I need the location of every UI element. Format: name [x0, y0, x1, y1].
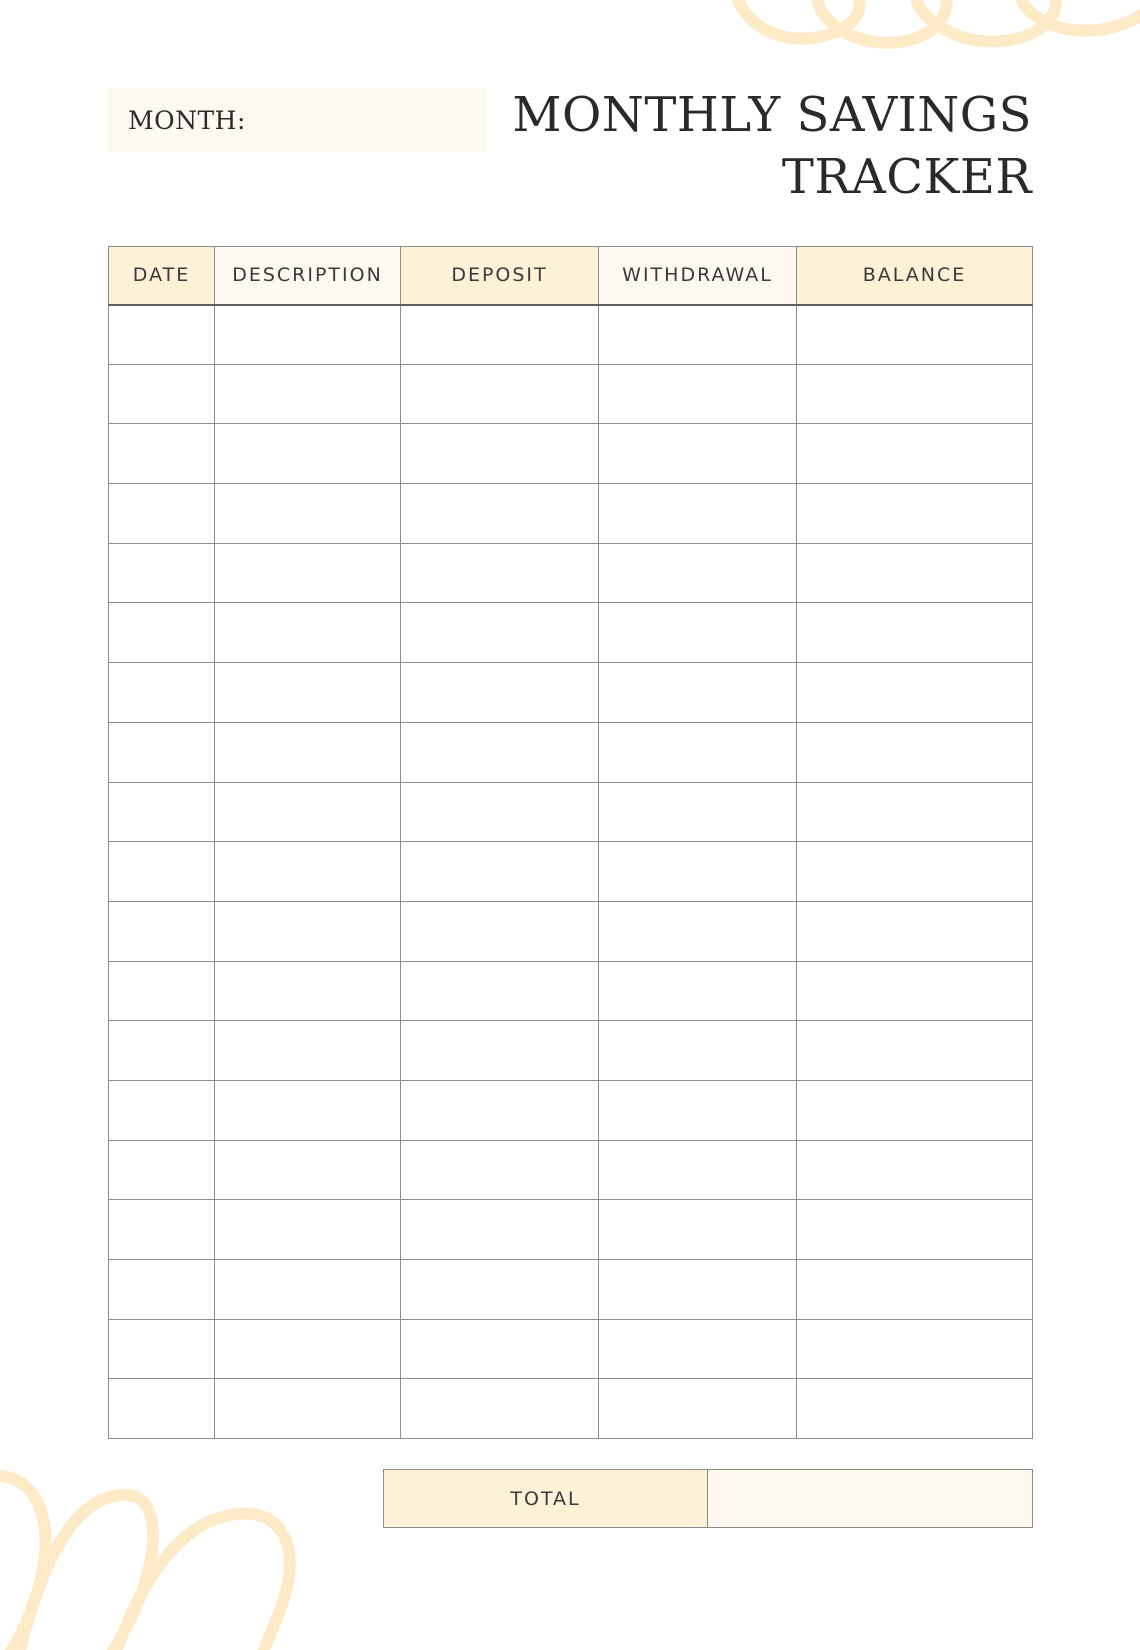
- cell-withdrawal[interactable]: [599, 722, 797, 782]
- cell-deposit[interactable]: [401, 1260, 599, 1320]
- cell-date[interactable]: [109, 543, 215, 603]
- cell-withdrawal[interactable]: [599, 842, 797, 902]
- cell-deposit[interactable]: [401, 1379, 599, 1439]
- table-row: [109, 663, 1033, 723]
- cell-withdrawal[interactable]: [599, 1080, 797, 1140]
- cell-deposit[interactable]: [401, 364, 599, 424]
- cell-deposit[interactable]: [401, 1200, 599, 1260]
- cell-deposit[interactable]: [401, 603, 599, 663]
- cell-withdrawal[interactable]: [599, 663, 797, 723]
- title-line-1: MONTHLY SAVINGS: [512, 87, 1032, 143]
- cell-balance[interactable]: [797, 782, 1033, 842]
- table-row: [109, 1260, 1033, 1320]
- table-row: [109, 901, 1033, 961]
- cell-deposit[interactable]: [401, 1021, 599, 1081]
- cell-withdrawal[interactable]: [599, 1021, 797, 1081]
- cell-date[interactable]: [109, 364, 215, 424]
- cell-description[interactable]: [215, 1080, 401, 1140]
- cell-description[interactable]: [215, 543, 401, 603]
- cell-balance[interactable]: [797, 901, 1033, 961]
- column-header-date: DATE: [109, 247, 215, 305]
- cell-withdrawal[interactable]: [599, 305, 797, 365]
- cell-balance[interactable]: [797, 424, 1033, 484]
- table-row: [109, 1319, 1033, 1379]
- cell-balance[interactable]: [797, 1260, 1033, 1320]
- cell-withdrawal[interactable]: [599, 424, 797, 484]
- cell-balance[interactable]: [797, 1200, 1033, 1260]
- cell-description[interactable]: [215, 663, 401, 723]
- total-value-cell[interactable]: [708, 1470, 1033, 1528]
- cell-balance[interactable]: [797, 663, 1033, 723]
- cell-balance[interactable]: [797, 1021, 1033, 1081]
- cell-date[interactable]: [109, 1200, 215, 1260]
- cell-balance[interactable]: [797, 961, 1033, 1021]
- table-row: [109, 1021, 1033, 1081]
- total-label: TOTAL: [384, 1470, 708, 1528]
- cell-deposit[interactable]: [401, 663, 599, 723]
- cell-withdrawal[interactable]: [599, 543, 797, 603]
- cell-description[interactable]: [215, 722, 401, 782]
- cell-description[interactable]: [215, 1140, 401, 1200]
- table-row: [109, 722, 1033, 782]
- decorative-scribble-top: [730, 0, 1140, 60]
- cell-date[interactable]: [109, 782, 215, 842]
- cell-withdrawal[interactable]: [599, 782, 797, 842]
- column-header-balance: BALANCE: [797, 247, 1033, 305]
- cell-balance[interactable]: [797, 1140, 1033, 1200]
- cell-withdrawal[interactable]: [599, 1379, 797, 1439]
- table-row: [109, 424, 1033, 484]
- table-row: [109, 305, 1033, 365]
- cell-date[interactable]: [109, 484, 215, 544]
- cell-balance[interactable]: [797, 603, 1033, 663]
- cell-date[interactable]: [109, 1319, 215, 1379]
- savings-table: [108, 246, 1033, 1439]
- cell-deposit[interactable]: [401, 782, 599, 842]
- total-row: [383, 1469, 1033, 1528]
- cell-date[interactable]: [109, 901, 215, 961]
- cell-description[interactable]: [215, 424, 401, 484]
- cell-description[interactable]: [215, 961, 401, 1021]
- cell-balance[interactable]: [797, 484, 1033, 544]
- table-row: [109, 782, 1033, 842]
- cell-withdrawal[interactable]: [599, 1140, 797, 1200]
- cell-withdrawal[interactable]: [599, 364, 797, 424]
- cell-withdrawal[interactable]: [599, 961, 797, 1021]
- cell-description[interactable]: [215, 603, 401, 663]
- cell-date[interactable]: [109, 1260, 215, 1320]
- cell-balance[interactable]: [797, 842, 1033, 902]
- cell-deposit[interactable]: [401, 842, 599, 902]
- cell-description[interactable]: [215, 1200, 401, 1260]
- cell-balance[interactable]: [797, 722, 1033, 782]
- cell-date[interactable]: [109, 1140, 215, 1200]
- cell-date[interactable]: [109, 961, 215, 1021]
- column-header-description: DESCRIPTION: [215, 247, 401, 305]
- cell-description[interactable]: [215, 484, 401, 544]
- cell-balance[interactable]: [797, 1080, 1033, 1140]
- table-row: [109, 484, 1033, 544]
- cell-deposit[interactable]: [401, 305, 599, 365]
- table-row: [109, 961, 1033, 1021]
- cell-deposit[interactable]: [401, 484, 599, 544]
- cell-deposit[interactable]: [401, 543, 599, 603]
- table-row: [109, 543, 1033, 603]
- table-row: [109, 1379, 1033, 1439]
- title-line-2: TRACKER: [781, 149, 1032, 205]
- cell-date[interactable]: [109, 305, 215, 365]
- cell-deposit[interactable]: [401, 722, 599, 782]
- cell-deposit[interactable]: [401, 901, 599, 961]
- table-row: [109, 1140, 1033, 1200]
- cell-withdrawal[interactable]: [599, 603, 797, 663]
- cell-date[interactable]: [109, 603, 215, 663]
- cell-balance[interactable]: [797, 364, 1033, 424]
- cell-balance[interactable]: [797, 1319, 1033, 1379]
- cell-withdrawal[interactable]: [599, 484, 797, 544]
- cell-description[interactable]: [215, 1379, 401, 1439]
- column-header-withdrawal: WITHDRAWAL: [599, 247, 797, 305]
- cell-description[interactable]: [215, 842, 401, 902]
- cell-deposit[interactable]: [401, 1080, 599, 1140]
- table-body: [109, 305, 1033, 1439]
- cell-withdrawal[interactable]: [599, 1319, 797, 1379]
- cell-deposit[interactable]: [401, 961, 599, 1021]
- cell-date[interactable]: [109, 842, 215, 902]
- cell-date[interactable]: [109, 1379, 215, 1439]
- table-row: [109, 364, 1033, 424]
- cell-date[interactable]: [109, 424, 215, 484]
- cell-date[interactable]: [109, 1080, 215, 1140]
- page-title: [512, 84, 1032, 208]
- cell-date[interactable]: [109, 722, 215, 782]
- cell-deposit[interactable]: [401, 424, 599, 484]
- cell-description[interactable]: [215, 1021, 401, 1081]
- table-header-row: [109, 247, 1033, 305]
- cell-withdrawal[interactable]: [599, 1200, 797, 1260]
- cell-balance[interactable]: [797, 1379, 1033, 1439]
- month-field[interactable]: [108, 88, 486, 152]
- cell-deposit[interactable]: [401, 1319, 599, 1379]
- column-header-deposit: DEPOSIT: [401, 247, 599, 305]
- cell-deposit[interactable]: [401, 1140, 599, 1200]
- cell-balance[interactable]: [797, 543, 1033, 603]
- cell-date[interactable]: [109, 1021, 215, 1081]
- table-row: [109, 603, 1033, 663]
- cell-description[interactable]: [215, 782, 401, 842]
- cell-description[interactable]: [215, 901, 401, 961]
- cell-date[interactable]: [109, 663, 215, 723]
- cell-description[interactable]: [215, 1260, 401, 1320]
- table-row: [109, 1080, 1033, 1140]
- cell-withdrawal[interactable]: [599, 901, 797, 961]
- month-label: MONTH:: [128, 105, 246, 135]
- cell-description[interactable]: [215, 1319, 401, 1379]
- cell-balance[interactable]: [797, 305, 1033, 365]
- cell-withdrawal[interactable]: [599, 1260, 797, 1320]
- cell-description[interactable]: [215, 305, 401, 365]
- table-row: [109, 1200, 1033, 1260]
- cell-description[interactable]: [215, 364, 401, 424]
- table-row: [109, 842, 1033, 902]
- decorative-scribble-bottom: [0, 1450, 360, 1650]
